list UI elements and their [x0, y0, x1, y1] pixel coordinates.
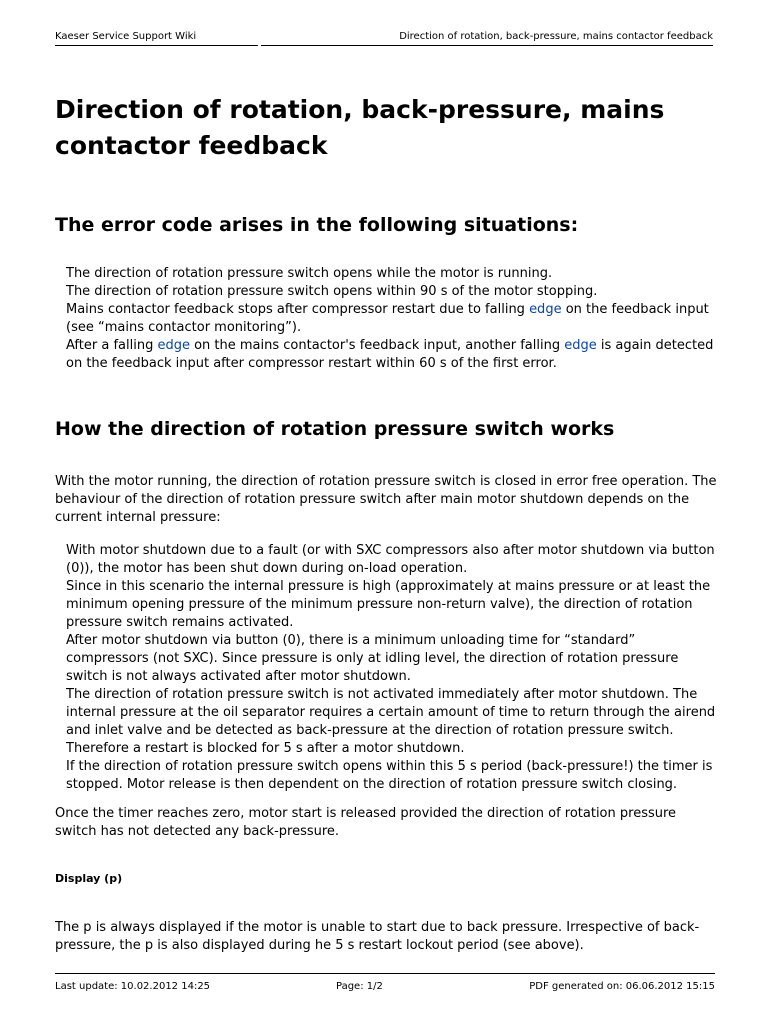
page-footer: [55, 973, 715, 992]
list-item: The direction of rotation pressure switch opens while the motor is running.: [66, 266, 553, 281]
list-item-text: on the mains contactor's feedback input, another falling: [189, 338, 565, 353]
intro-paragraph: With the motor running, the direction of rotation pressure switch is closed in error free operation. The behaviour of the direction of rotation pressure switch after main motor shutdown depends on the current internal pressure:: [55, 474, 717, 525]
header-site-name: Kaeser Service Support Wiki: [55, 30, 258, 46]
edge-link[interactable]: edge: [529, 302, 562, 317]
section-heading-display: Display (p): [55, 872, 123, 885]
list-item: Since in this scenario the internal pressure is high (approximately at mains pressure or at least the minimum opening pressure of the minimum pressure non-return valve), the direction of rotation pressure switch remains activated.: [66, 579, 711, 630]
section-heading-error-situations: The error code arises in the following situations:: [55, 214, 579, 236]
list-item: The direction of rotation pressure switch opens within 90 s of the motor stopping.: [66, 284, 598, 299]
list-item-text: on the feedback input (see “mains contactor monitoring”).: [66, 302, 709, 335]
list-item: If the direction of rotation pressure switch opens within this 5 s period (back-pressure!) the timer is stopped. Motor release is then dependent on the direction of rotation pressure switch closing.: [66, 759, 713, 792]
edge-link[interactable]: edge: [157, 338, 190, 353]
switch-behaviour-list: [66, 542, 716, 794]
display-paragraph: The p is always displayed if the motor is unable to start due to back pressure. Irrespective of back-pressure, the p is also displayed during he 5 s restart lockout period (see above).: [55, 920, 700, 953]
list-item: Therefore a restart is blocked for 5 s after a motor shutdown.: [66, 741, 465, 756]
list-item: After motor shutdown via button (0), there is a minimum unloading time for “standard” compressors (not SXC). Since pressure is only at idling level, the direction of rotation pressure switch is not always activated after motor shutdown.: [66, 633, 679, 684]
list-item-text: Mains contactor feedback stops after compressor restart due to falling: [66, 302, 530, 317]
list-item: The direction of rotation pressure switch is not activated immediately after motor shutdown. The internal pressure at the oil separator requires a certain amount of time to return through the airend and inlet valve and be detected as back-pressure at the direction of rotation pressure switch.: [66, 687, 716, 738]
timer-paragraph: Once the timer reaches zero, motor start is released provided the direction of rotation pressure switch has not detected any back-pressure.: [55, 806, 677, 839]
edge-link[interactable]: edge: [564, 338, 597, 353]
footer-pdf-generated: PDF generated on: 06.06.2012 15:15: [529, 981, 715, 992]
footer-page-number: Page: 1/2: [336, 981, 383, 992]
header-page-title: Direction of rotation, back-pressure, mains contactor feedback: [261, 30, 713, 46]
page-title: Direction of rotation, back-pressure, mains contactor feedback: [55, 95, 665, 160]
footer-last-update: Last update: 10.02.2012 14:25: [55, 981, 211, 992]
list-item-text: After a falling: [66, 338, 158, 353]
list-item: [66, 337, 716, 373]
list-item: [66, 301, 716, 337]
list-item: With motor shutdown due to a fault (or with SXC compressors also after motor shutdown via button (0)), the motor has been shut down during on-load operation.: [66, 543, 715, 576]
page-header: [55, 30, 713, 46]
error-situations-list: [66, 265, 716, 373]
section-heading-how-switch-works: How the direction of rotation pressure switch works: [55, 418, 615, 440]
list-item-text: is again detected on the feedback input after compressor restart within 60 s of the first error.: [66, 338, 714, 371]
